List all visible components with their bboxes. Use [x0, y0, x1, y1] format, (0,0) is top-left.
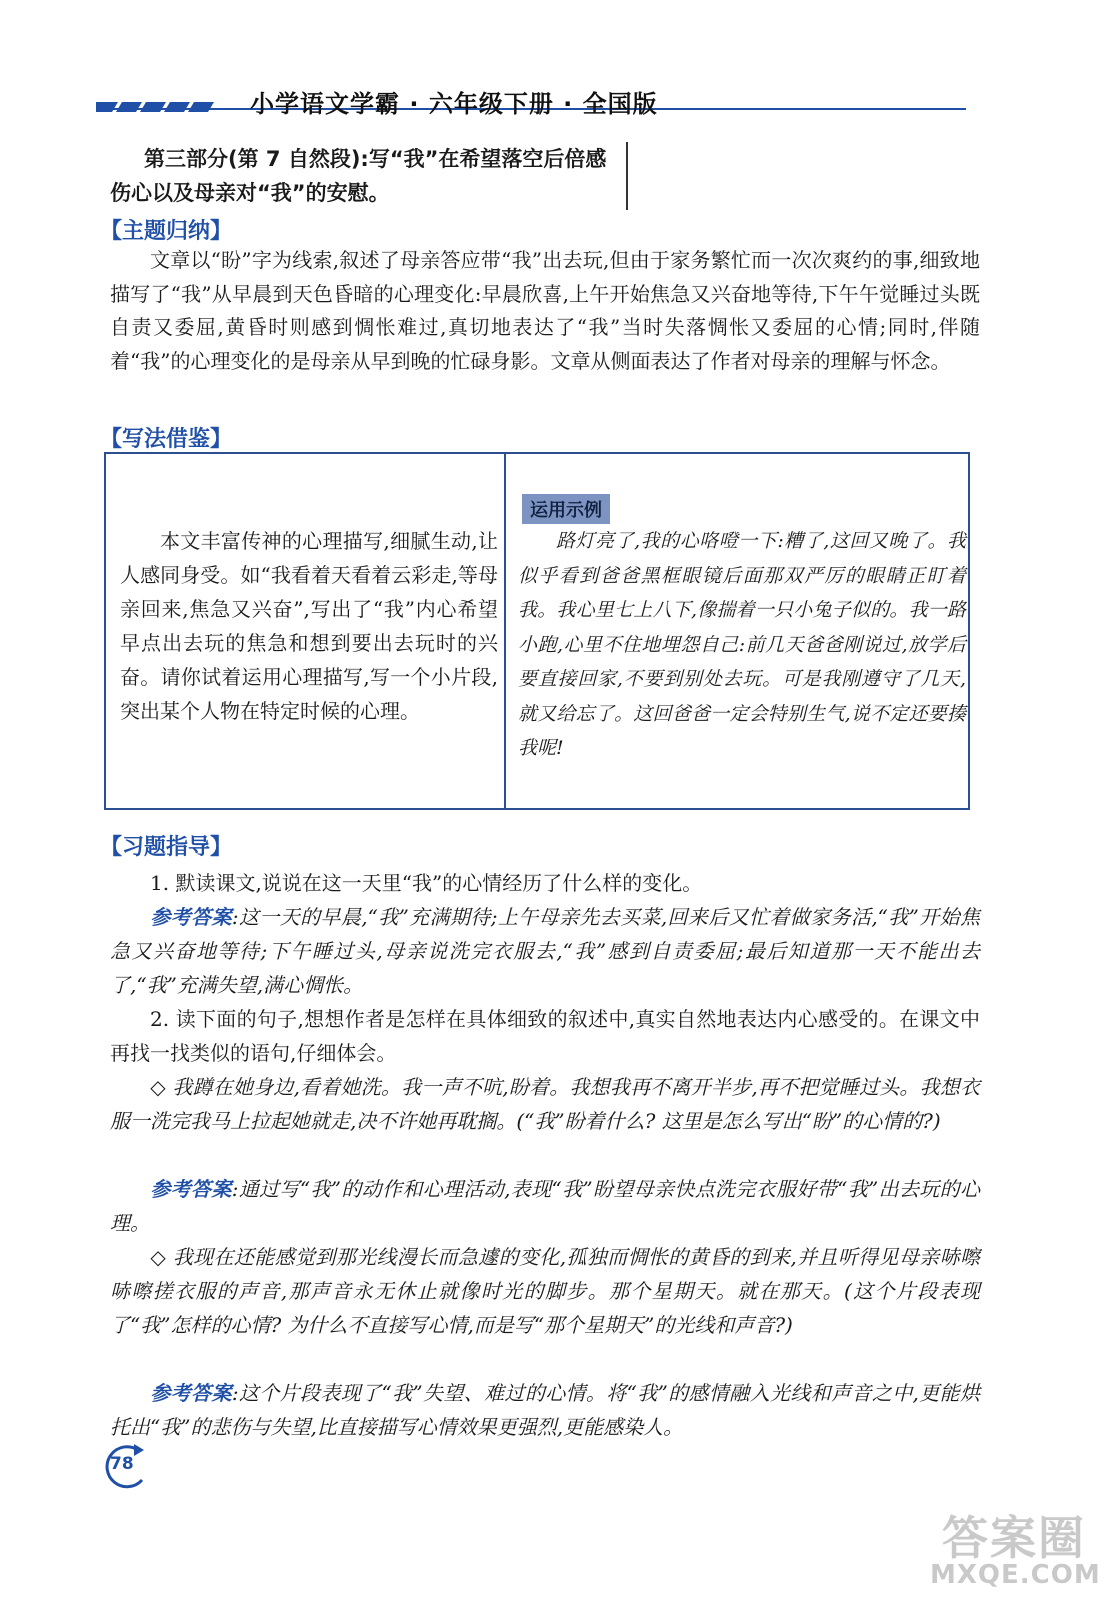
- sentence-2-text: ◇ 我现在还能感觉到那光线漫长而急遽的变化,孤独而惆怅的黄昏的到来,并且听得见母亲哧嚓哧嚓搓衣服的声音,那声音永无休止就像时光的脚步。那个星期天。就在那天。(这个片段表现了“我”怎样的心情? 为什么不直接写心情,而是写“那个星期天”的光线和声音?): [110, 1245, 980, 1337]
- page-number: 78: [110, 1454, 134, 1474]
- answer-label: 参考答案: [150, 1381, 232, 1405]
- section-heading-theme: 【主题归纳】: [100, 219, 233, 244]
- example-paragraph: 路灯亮了,我的心咯噔一下:糟了,这回又晚了。我似乎看到爸爸黑框眼镜后面那双严厉的眼睛正盯着我。我心里七上八下,像揣着一只小兔子似的。我一路小跑,心里不住地埋怨自己:前几天爸爸刚说过,放学后要直接回家,不要到别处去玩。可是我刚遵守了几天,就又给忘了。这回爸爸一定会特别生气,说不定还要揍我呢!: [518, 530, 966, 759]
- answer-3: [110, 1376, 980, 1444]
- box-divider: [504, 454, 506, 808]
- writing-heading-text: 写法借鉴: [122, 427, 211, 452]
- sentence-1-text: ◇ 我蹲在她身边,看着她洗。我一声不吭,盼着。我想我再不离开半步,再不把觉睡过头。我想衣服一洗完我马上拉起她就走,决不许她再耽搁。(“我”盼着什么? 这里是怎么写出“盼”的心情的?): [110, 1075, 980, 1133]
- page-header-title: 小学语文学霸 · 六年级下册 · 全国版: [250, 90, 658, 118]
- answer-2-text: :通过写“我”的动作和心理活动,表现“我”盼望母亲快点洗完衣服好带“我”出去玩的心理。: [110, 1177, 980, 1235]
- sentence-1: [110, 1070, 980, 1138]
- page-number-badge: [98, 1440, 150, 1492]
- question-2: [110, 1002, 980, 1070]
- answer-2: [110, 1172, 980, 1240]
- question-2-text: 2. 读下面的句子,想想作者是怎样在具体细致的叙述中,真实自然地表达内心感受的。在课文中再找一找类似的语句,仔细体会。: [110, 1007, 980, 1065]
- section-heading-writing: 【写法借鉴】: [100, 427, 233, 452]
- theme-heading-text: 主题归纳: [122, 219, 211, 244]
- answer-1-text: :这一天的早晨,“我”充满期待;上午母亲先去买菜,回来后又忙着做家务活,“我”开始焦急又兴奋地等待;下午睡过头,母亲说洗完衣服去,“我”感到自责委屈;最后知道那一天不能出去了,“我”充满失望,满心惆怅。: [110, 905, 981, 997]
- writing-instructions: 本文丰富传神的心理描写,细腻生动,让人感同身受。如“我看着天看着云彩走,等母亲回来,焦急又兴奋”,写出了“我”内心希望早点出去玩的焦急和想到要出去玩时的兴奋。请你试着运用心理描写,写一个小片段,突出某个人物在特定时候的心理。: [120, 529, 498, 723]
- exercises-heading-text: 习题指导: [122, 835, 211, 860]
- header-decoration: [96, 98, 226, 114]
- answer-label: 参考答案: [150, 905, 232, 929]
- part-three-summary: [110, 142, 628, 210]
- writing-box: [104, 452, 970, 810]
- answer-label: 参考答案: [150, 1177, 232, 1201]
- part-three-text: 第三部分(第 7 自然段):写“我”在希望落空后倍感伤心以及母亲对“我”的安慰。: [110, 147, 607, 205]
- watermark-logo: 答案圈: [942, 1511, 1086, 1565]
- example-tag: 运用示例: [522, 494, 610, 524]
- answer-1: [110, 900, 980, 1002]
- watermark-url: MXQE.COM: [930, 1560, 1101, 1590]
- answer-3-text: :这个片段表现了“我”失望、难过的心情。将“我”的感情融入光线和声音之中,更能烘托出“我”的悲伤与失望,比直接描写心情效果更强烈,更能感染人。: [110, 1381, 981, 1439]
- theme-paragraph: 文章以“盼”字为线索,叙述了母亲答应带“我”出去玩,但由于家务繁忙而一次次爽约的事,细致地描写了“我”从早晨到天色昏暗的心理变化:早晨欣喜,上午开始焦急又兴奋地等待,下午午觉睡过头既自责又委屈,黄昏时则感到惆怅难过,真切地表达了“我”当时失落惆怅又委屈的心情;同时,伴随着“我”的心理变化的是母亲从早到晚的忙碌身影。文章从侧面表达了作者对母亲的理解与怀念。: [110, 248, 980, 373]
- question-1-text: 1. 默读课文,说说在这一天里“我”的心情经历了什么样的变化。: [150, 871, 703, 895]
- section-heading-exercises: 【习题指导】: [100, 835, 233, 860]
- sentence-2: [110, 1240, 980, 1342]
- question-1: [110, 866, 980, 900]
